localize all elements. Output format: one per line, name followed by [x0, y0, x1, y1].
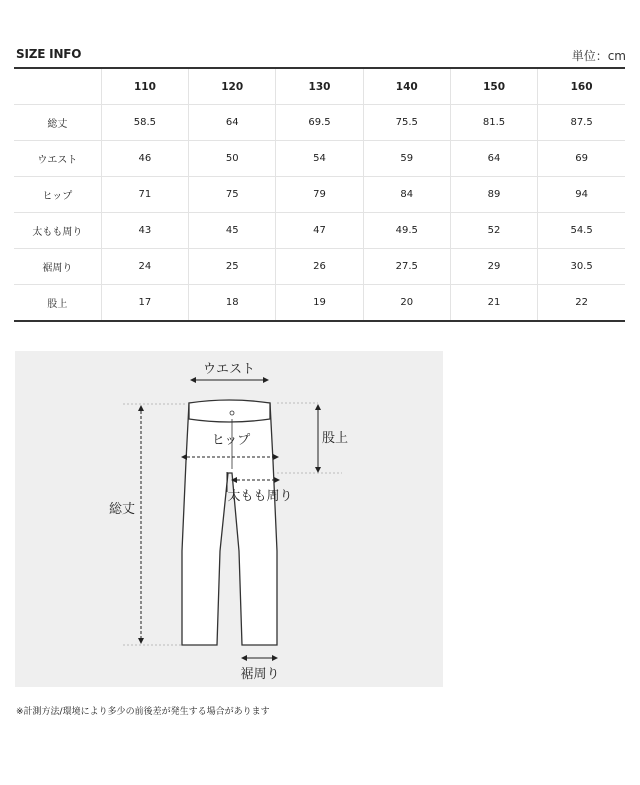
table-cell: 54 — [276, 141, 363, 177]
table-cell: 45 — [189, 213, 276, 249]
row-label: 裾周り — [14, 249, 101, 285]
waist-label: ウエスト — [202, 362, 256, 377]
table-row — [14, 249, 625, 285]
table-cell: 50 — [189, 141, 276, 177]
pants-illustration — [15, 351, 443, 687]
table-header-cell: 130 — [276, 68, 363, 105]
rise-label: 股上 — [322, 431, 349, 446]
table-header-cell: 150 — [450, 68, 537, 105]
table-cell: 52 — [450, 213, 537, 249]
table-cell: 24 — [101, 249, 188, 285]
table-cell: 69.5 — [276, 105, 363, 141]
table-cell: 69 — [538, 141, 625, 177]
table-cell: 46 — [101, 141, 188, 177]
table-cell: 19 — [276, 285, 363, 322]
table-cell: 71 — [101, 177, 188, 213]
row-label: 太もも周り — [14, 213, 101, 249]
table-cell: 75.5 — [363, 105, 450, 141]
table-cell: 94 — [538, 177, 625, 213]
table-cell: 58.5 — [101, 105, 188, 141]
row-label: 股上 — [14, 285, 101, 322]
table-header-cell: 160 — [538, 68, 625, 105]
table-cell: 18 — [189, 285, 276, 322]
table-cell: 84 — [363, 177, 450, 213]
table-cell: 49.5 — [363, 213, 450, 249]
table-row — [14, 213, 625, 249]
table-cell: 22 — [575, 297, 588, 308]
table-cell: 27.5 — [363, 249, 450, 285]
table-cell: 59 — [363, 141, 450, 177]
table-header-cell: 110 — [101, 68, 188, 105]
table-cell: 43 — [101, 213, 188, 249]
table-cell: 29 — [450, 249, 537, 285]
table-header-cell: 140 — [363, 68, 450, 105]
table-cell: 47 — [276, 213, 363, 249]
table-cell: 25 — [189, 249, 276, 285]
hip-label: ヒップ — [211, 433, 251, 448]
thigh-label: 太もも周り — [227, 489, 293, 504]
table-header-cell: 120 — [189, 68, 276, 105]
table-row — [14, 105, 625, 141]
table-header-row — [14, 68, 625, 105]
unit-label: 単位：cm — [571, 49, 626, 63]
table-cell: 64 — [450, 141, 537, 177]
table-cell: 81.5 — [450, 105, 537, 141]
table-cell: 26 — [276, 249, 363, 285]
row-label: ウエスト — [14, 141, 101, 177]
row-label: ヒップ — [14, 177, 101, 213]
row-label: 総丈 — [14, 105, 101, 141]
table-cell: 64 — [189, 105, 276, 141]
measurement-note: ※計測方法/環境により多少の前後差が発生する場合があります — [16, 707, 270, 717]
size-table — [14, 67, 625, 322]
table-cell: 20 — [363, 285, 450, 322]
hem-label: 裾周り — [240, 667, 280, 682]
measurement-diagram — [15, 351, 443, 687]
table-header-cell — [14, 68, 101, 105]
table-cell: 54.5 — [538, 213, 625, 249]
table-cell: 21 — [450, 285, 537, 322]
length-label: 総丈 — [109, 502, 136, 517]
table-cell: 89 — [450, 177, 537, 213]
table-cell: 30.5 — [538, 249, 625, 285]
table-row — [14, 177, 625, 213]
table-row — [14, 141, 625, 177]
table-row — [14, 285, 625, 322]
table-cell: 87.5 — [538, 105, 625, 141]
table-cell: 79 — [276, 177, 363, 213]
table-cell: 17 — [101, 285, 188, 322]
section-title: SIZE INFO — [16, 47, 82, 61]
table-cell: 75 — [189, 177, 276, 213]
